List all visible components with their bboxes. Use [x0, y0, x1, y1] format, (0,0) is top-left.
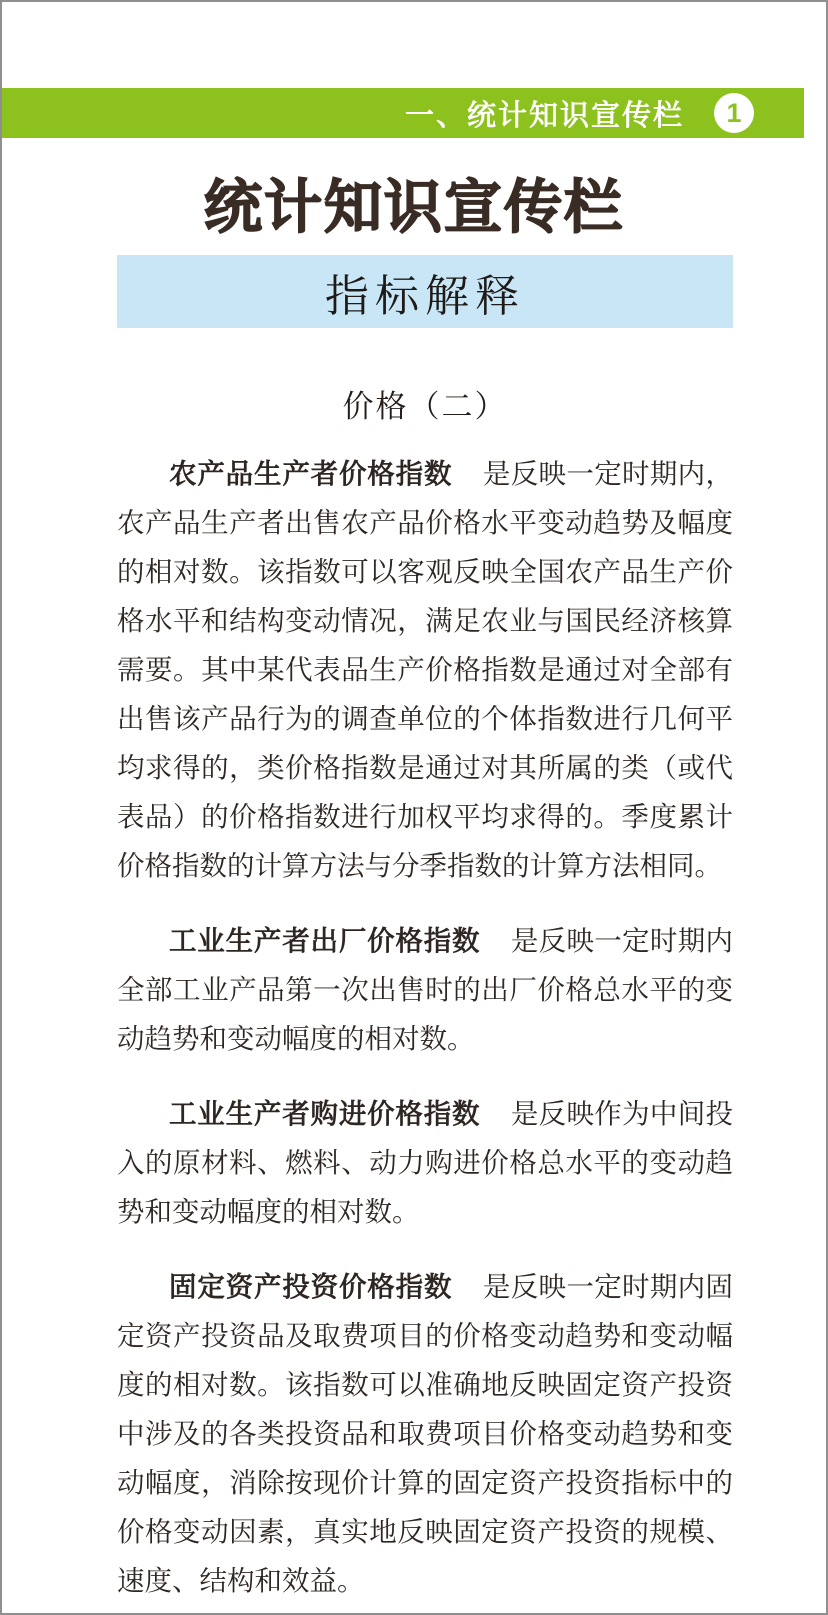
banner	[117, 255, 733, 328]
term-definition: 是反映一定时期内全部工业产品第一次出售时的出厂价格总水平的变动趋势和变动幅度的相对数。	[117, 925, 733, 1054]
body-content	[117, 382, 733, 1605]
term-label: 工业生产者出厂价格指数	[169, 925, 481, 956]
term-definition: 是反映一定时期内固定资产投资品及取费项目的价格变动趋势和变动幅度的相对数。该指数可以准确地反映固定资产投资中涉及的各类投资品和取费项目价格变动趋势和变动幅度，消除按现价计算的固定资产投资指标中的价格变动因素，真实地反映固定资产投资的规模、速度、结构和效益。	[117, 1271, 734, 1596]
chapter-header-bar	[2, 88, 804, 138]
paragraph-agricultural-producer-price-index	[117, 449, 733, 890]
paragraph-industrial-producer-purchase-price-index	[117, 1089, 733, 1236]
term-definition: 是反映作为中间投入的原材料、燃料、动力购进价格总水平的变动趋势和变动幅度的相对数。	[117, 1098, 733, 1227]
paragraph-industrial-producer-exfactory-price-index	[117, 916, 733, 1063]
page-number-badge	[714, 93, 754, 133]
page-title: 统计知识宣传栏	[203, 175, 624, 240]
chapter-title: 一、统计知识宣传栏	[404, 99, 684, 132]
term-label: 固定资产投资价格指数	[169, 1271, 453, 1302]
page-number: 1	[726, 97, 742, 128]
term-definition: 是反映一定时期内，农产品生产者出售农产品价格水平变动趋势及幅度的相对数。该指数可以客观反映全国农产品生产价格水平和结构变动情况，满足农业与国民经济核算需要。其中某代表品生产价格指数是通过对全部有出售该产品行为的调查单位的个体指数进行几何平均求得的，类价格指数是通过对其所属的类（或代表品）的价格指数进行加权平均求得的。季度累计价格指数的计算方法与分季指数的计算方法相同。	[117, 458, 734, 881]
paragraph-fixed-asset-investment-price-index	[117, 1262, 733, 1605]
term-label: 工业生产者购进价格指数	[169, 1098, 481, 1129]
banner-title: 指标解释	[325, 271, 525, 321]
term-label: 农产品生产者价格指数	[169, 458, 453, 489]
section-title: 价格（二）	[342, 389, 508, 424]
